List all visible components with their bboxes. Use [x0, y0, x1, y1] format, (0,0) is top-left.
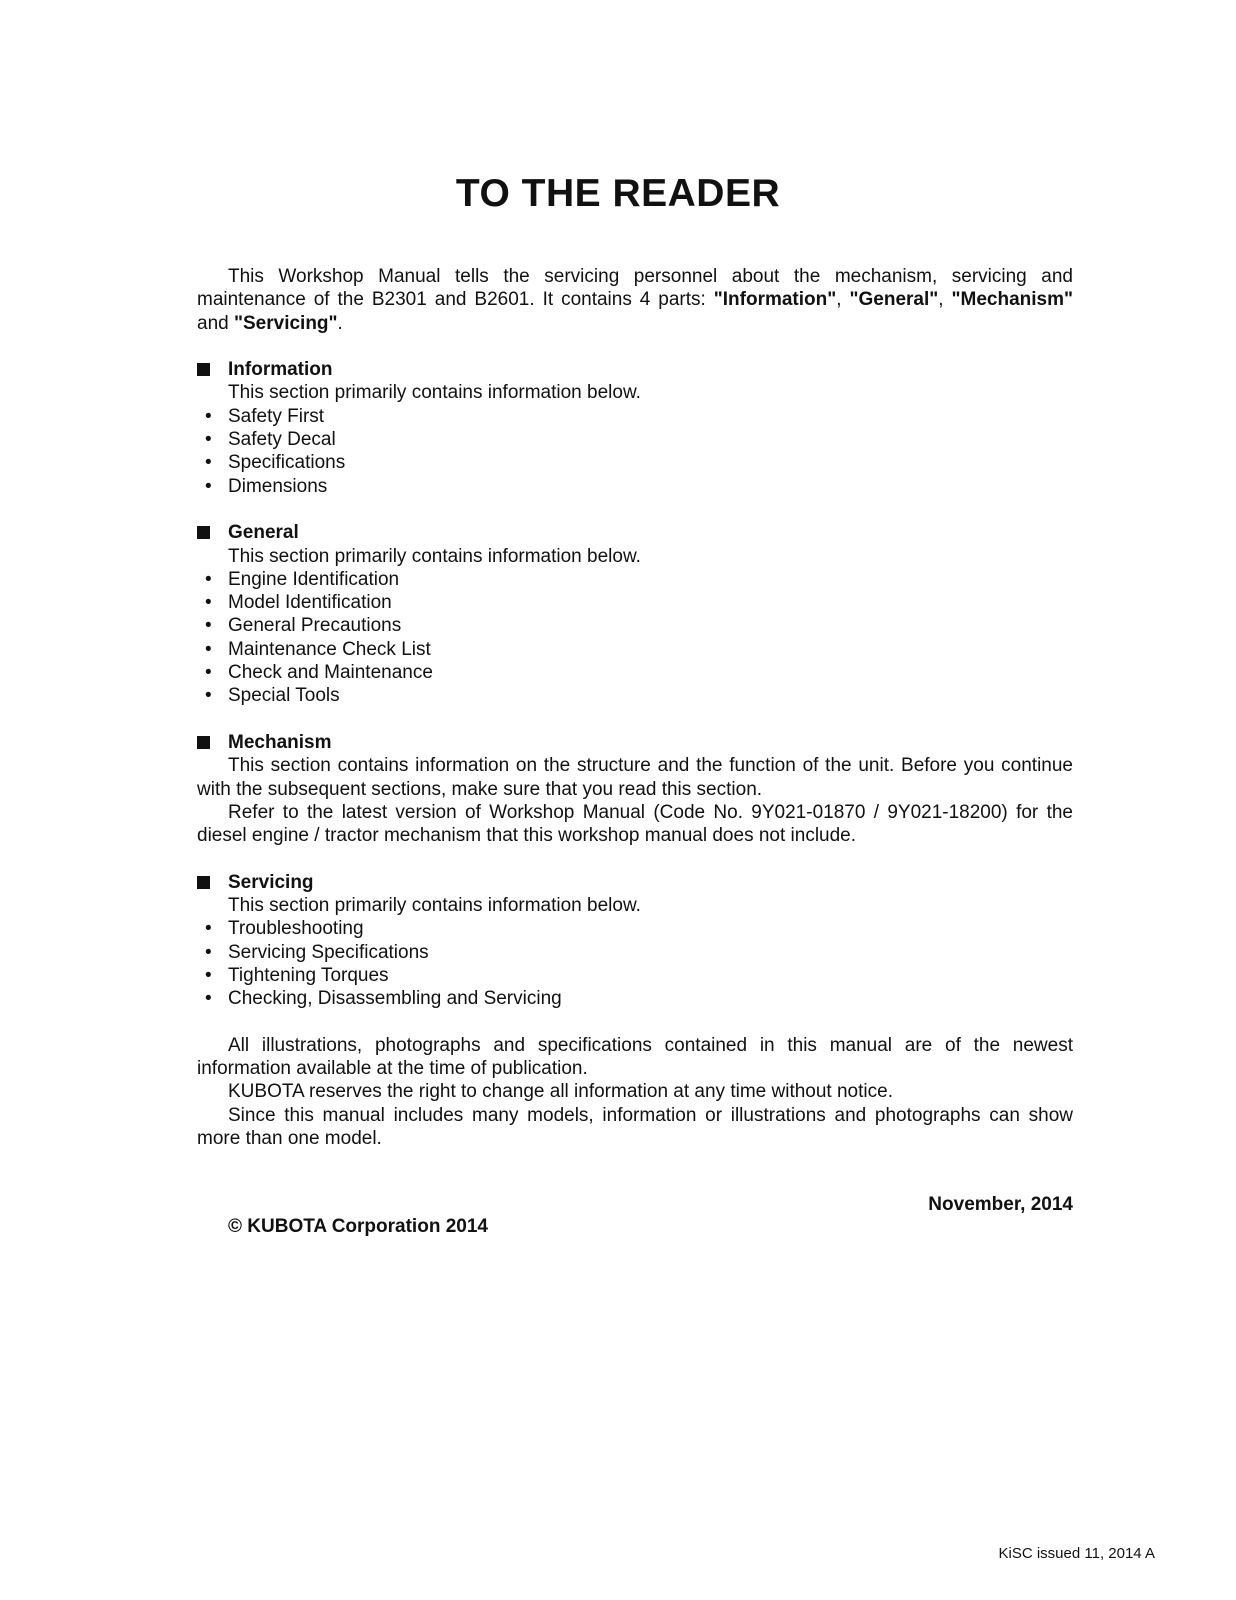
section-heading-text: General	[228, 522, 299, 544]
bullet-icon: •	[205, 638, 212, 660]
list-item	[197, 451, 1073, 474]
list-item-text: Safety Decal	[228, 429, 336, 451]
section-general	[197, 521, 1073, 707]
section-heading-text: Servicing	[228, 871, 314, 893]
section-mechanism	[197, 731, 1073, 847]
list-item	[197, 987, 1073, 1010]
closing-paragraph: All illustrations, photographs and specifications contained in this manual are of the newest information available at the time of publication.	[197, 1034, 1073, 1080]
list-item	[197, 405, 1073, 428]
list-item	[197, 964, 1073, 987]
bullet-icon: •	[205, 964, 212, 986]
intro-text: This Workshop Manual tells the servicing personnel about the mechanism, servicing and maintenance of the B2301 and B2601. It contains 4 parts:	[197, 266, 1073, 311]
item-list	[197, 568, 1073, 708]
list-item-text: General Precautions	[228, 615, 402, 637]
list-item-text: Maintenance Check List	[228, 638, 431, 660]
section-heading-text: Mechanism	[228, 731, 332, 753]
list-item	[197, 684, 1073, 707]
list-item-text: Special Tools	[228, 685, 340, 707]
list-item	[197, 591, 1073, 614]
list-item-text: Specifications	[228, 452, 346, 474]
list-item-text: Safety First	[228, 405, 325, 427]
section-paragraph: Refer to the latest version of Workshop Manual (Code No. 9Y021-01870 / 9Y021-18200) for the diesel engine / tractor mechanism that this workshop manual does not include.	[197, 801, 1073, 847]
section-description: This section primarily contains information below.	[228, 382, 641, 404]
page-footer: KiSC issued 11, 2014 A	[998, 1545, 1155, 1562]
square-bullet-icon	[197, 876, 210, 889]
part-information: "Information"	[713, 289, 837, 311]
closing-paragraph: KUBOTA reserves the right to change all information at any time without notice.	[228, 1081, 893, 1103]
bullet-icon: •	[205, 568, 212, 590]
bullet-icon: •	[205, 475, 212, 497]
closing-notes	[197, 1034, 1073, 1150]
bullet-icon: •	[205, 662, 212, 684]
list-item-text: Dimensions	[228, 475, 328, 497]
bullet-icon: •	[205, 615, 212, 637]
bullet-icon: •	[205, 429, 212, 451]
bullet-icon: •	[205, 452, 212, 474]
intro-paragraph	[197, 265, 1073, 335]
page-title: TO THE READER	[455, 172, 781, 215]
intro-separator: ,	[836, 289, 850, 311]
list-item	[197, 475, 1073, 498]
bullet-icon: •	[205, 988, 212, 1010]
bullet-icon: •	[205, 918, 212, 940]
list-item	[197, 917, 1073, 940]
square-bullet-icon	[197, 363, 210, 376]
section-description: This section primarily contains information below.	[228, 545, 641, 567]
list-item-text: Check and Maintenance	[228, 662, 433, 684]
list-item-text: Engine Identification	[228, 568, 400, 590]
section-paragraph: This section contains information on the structure and the function of the unit. Before you continue with the subsequent sections, make sure that you read this section.	[197, 755, 1073, 800]
closing-paragraph: Since this manual includes many models, information or illustrations and photographs can show more than one model.	[197, 1104, 1073, 1149]
bullet-icon: •	[205, 592, 212, 614]
section-heading	[197, 358, 1073, 381]
section-heading	[197, 521, 1073, 544]
bullet-icon: •	[205, 685, 212, 707]
part-general: "General"	[849, 289, 939, 311]
list-item-text: Checking, Disassembling and Servicing	[228, 988, 562, 1010]
item-list	[197, 405, 1073, 498]
list-item	[197, 941, 1073, 964]
section-servicing	[197, 871, 1073, 1011]
copyright-notice: © KUBOTA Corporation 2014	[228, 1216, 488, 1237]
list-item-text: Servicing Specifications	[228, 941, 429, 963]
list-item	[197, 661, 1073, 684]
section-heading	[197, 871, 1073, 894]
section-information	[197, 358, 1073, 498]
part-mechanism: "Mechanism"	[951, 289, 1074, 311]
section-description: This section primarily contains information below.	[228, 895, 641, 917]
section-heading	[197, 731, 1073, 754]
publication-date: November, 2014	[928, 1194, 1073, 1215]
bullet-icon: •	[205, 405, 212, 427]
list-item	[197, 428, 1073, 451]
list-item-text: Model Identification	[228, 592, 392, 614]
item-list	[197, 917, 1073, 1010]
square-bullet-icon	[197, 736, 210, 749]
document-body	[197, 265, 1073, 1150]
bullet-icon: •	[205, 941, 212, 963]
section-heading-text: Information	[228, 359, 333, 381]
list-item	[197, 638, 1073, 661]
list-item	[197, 614, 1073, 637]
intro-end: .	[337, 312, 343, 334]
list-item-text: Troubleshooting	[228, 918, 364, 940]
list-item	[197, 568, 1073, 591]
list-item-text: Tightening Torques	[228, 964, 389, 986]
part-servicing: "Servicing"	[233, 312, 338, 334]
intro-separator: and	[197, 312, 234, 334]
square-bullet-icon	[197, 526, 210, 539]
intro-separator: ,	[938, 289, 952, 311]
